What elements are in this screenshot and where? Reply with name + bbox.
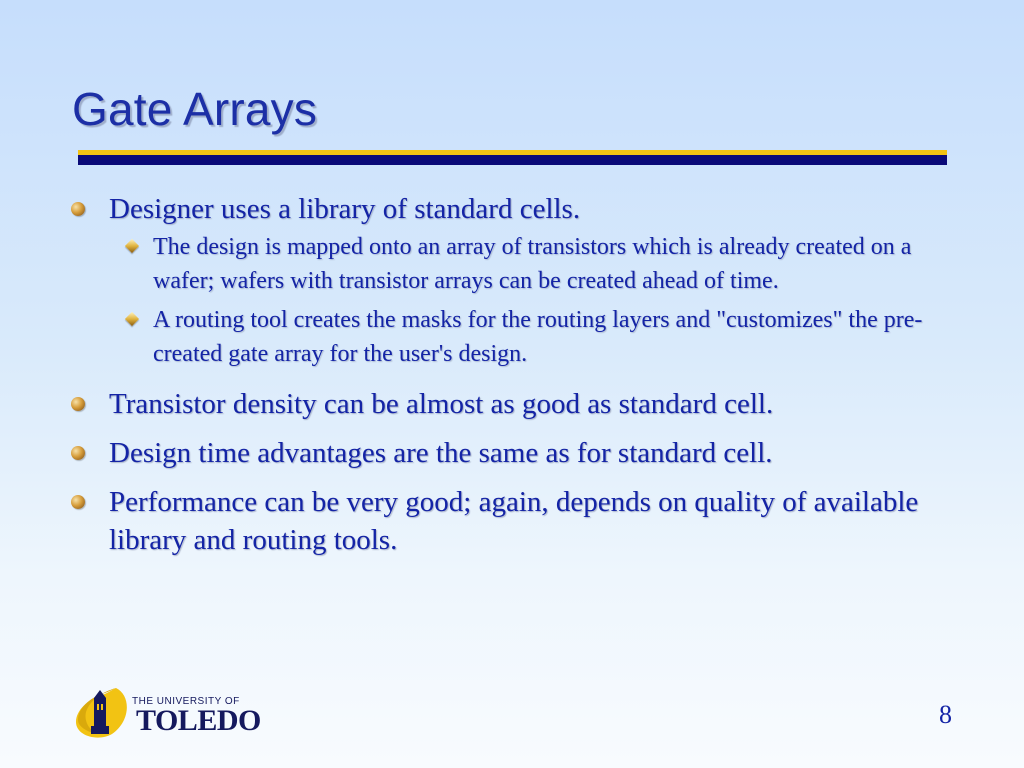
bronze-sphere-icon — [71, 202, 85, 216]
gold-diamond-icon — [125, 239, 139, 253]
university-logo — [72, 682, 261, 742]
bronze-sphere-icon — [71, 495, 85, 509]
bullet-text: Designer uses a library of standard cells. — [109, 193, 581, 225]
sub-bullet-text: The design is mapped onto an array of transistors which is already created on a wafer; wafers with transistor arrays can be created ahead of time. — [153, 234, 912, 294]
bullet-text: Design time advantages are the same as for standard cell. — [109, 437, 773, 469]
bullet-text: Performance can be very good; again, depends on quality of available library and routing tools. — [109, 486, 919, 556]
sub-bullet-item — [68, 303, 958, 371]
logo-toledo: TOLEDO — [136, 704, 261, 737]
bullet-item — [68, 385, 958, 423]
sub-bullet-item — [68, 230, 958, 298]
bullet-item — [68, 483, 958, 559]
bronze-sphere-icon — [71, 446, 85, 460]
bronze-sphere-icon — [71, 397, 85, 411]
page-number: 8 — [939, 700, 952, 729]
gold-diamond-icon — [125, 312, 139, 326]
title-underline — [78, 150, 947, 165]
bullet-item — [68, 434, 958, 472]
bullet-item — [68, 190, 958, 228]
bullet-list — [68, 190, 958, 570]
sub-bullet-text: A routing tool creates the masks for the routing layers and "customizes" the pre-created gate array for the user's design. — [153, 307, 923, 367]
logo-university-of: THE UNIVERSITY OF — [132, 696, 240, 707]
bullet-text: Transistor density can be almost as good as standard cell. — [109, 388, 774, 420]
slide-title: Gate Arrays — [72, 83, 318, 135]
university-tower-logo-icon — [72, 682, 132, 742]
title-underline-navy — [78, 155, 947, 165]
